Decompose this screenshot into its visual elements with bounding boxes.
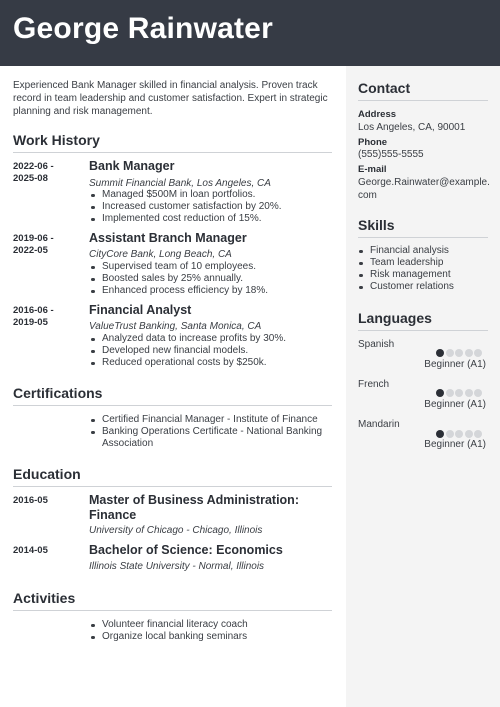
section-title-skills: Skills (358, 217, 395, 233)
section-divider (358, 330, 488, 331)
section-title-contact: Contact (358, 80, 411, 96)
rating-dot-filled (436, 389, 444, 397)
rating-dot-empty (446, 349, 454, 357)
rating-dot-filled (436, 349, 444, 357)
list-item: Certified Financial Manager - Institute of Finance (89, 414, 334, 426)
list-item: Developed new financial models. (89, 345, 286, 357)
section-divider (13, 486, 332, 487)
rating-dot-empty (465, 430, 473, 438)
section-title-activities: Activities (13, 590, 76, 606)
list-item: Reduced operational costs by $250k. (89, 357, 286, 369)
list-item: Financial analysis (358, 245, 454, 257)
language-name: Spanish (358, 339, 395, 350)
job-bullets (89, 333, 286, 369)
job-dates (13, 305, 73, 329)
job-dates (13, 233, 73, 257)
list-item: Managed $500M in loan portfolios. (89, 189, 282, 201)
section-title-work-history: Work History (13, 132, 100, 148)
address-label: Address (358, 109, 397, 120)
list-item: Risk management (358, 269, 454, 281)
degree-title: Bachelor of Science: Economics (89, 543, 283, 557)
degree-title (89, 493, 299, 523)
job-date-start: 2022-06 - (13, 161, 54, 172)
address-value: Los Angeles, CA, 90001 (358, 122, 466, 133)
email-value: George.Rainwater@example.com (358, 177, 490, 201)
phone-label: Phone (358, 137, 388, 148)
language-rating (436, 349, 482, 357)
resume-header (0, 0, 500, 66)
job-company: CityCore Bank, Long Beach, CA (89, 249, 232, 260)
school-name: University of Chicago - Chicago, Illinois (89, 525, 263, 536)
job-company: Summit Financial Bank, Los Angeles, CA (89, 178, 271, 189)
email-label: E-mail (358, 164, 387, 175)
degree-line: Master of Business Administration: (89, 493, 299, 507)
rating-dot-empty (465, 389, 473, 397)
candidate-name: George Rainwater (13, 12, 273, 45)
school-name: Illinois State University - Normal, Illinois (89, 561, 265, 572)
job-date-end: 2025-08 (13, 173, 48, 184)
section-divider (13, 405, 332, 406)
language-level: Beginner (A1) (424, 359, 486, 370)
section-title-languages: Languages (358, 310, 432, 326)
language-level: Beginner (A1) (424, 439, 486, 450)
job-title: Financial Analyst (89, 303, 192, 317)
section-title-education: Education (13, 466, 81, 482)
list-item: Analyzed data to increase profits by 30%. (89, 333, 286, 345)
job-dates (13, 161, 73, 185)
job-date-start: 2019-06 - (13, 233, 54, 244)
list-item: Customer relations (358, 281, 454, 293)
rating-dot-empty (474, 349, 482, 357)
job-date-start: 2016-06 - (13, 305, 54, 316)
list-item: Supervised team of 10 employees. (89, 261, 268, 273)
language-name: French (358, 379, 390, 390)
list-item: Organize local banking seminars (89, 631, 248, 643)
skills-list (358, 245, 454, 293)
list-item: Implemented cost reduction of 15%. (89, 213, 282, 225)
rating-dot-empty (455, 430, 463, 438)
job-company: ValueTrust Banking, Santa Monica, CA (89, 321, 262, 332)
job-date-end: 2019-05 (13, 317, 48, 328)
rating-dot-empty (474, 430, 482, 438)
degree-line: Finance (89, 508, 137, 522)
list-item: Enhanced process efficiency by 18%. (89, 285, 268, 297)
education-date: 2014-05 (13, 545, 48, 556)
rating-dot-empty (446, 430, 454, 438)
rating-dot-empty (465, 349, 473, 357)
rating-dot-filled (436, 430, 444, 438)
list-item: Volunteer financial literacy coach (89, 619, 248, 631)
job-date-end: 2022-05 (13, 245, 48, 256)
certifications-list (89, 414, 334, 450)
professional-summary: Experienced Bank Manager skilled in financial analysis. Proven track record in team leadership and customer satisfaction. Expert in strategic planning and risk management. (13, 80, 328, 117)
language-rating (436, 430, 482, 438)
job-bullets (89, 189, 282, 225)
job-title: Assistant Branch Manager (89, 231, 247, 245)
section-divider (13, 152, 332, 153)
rating-dot-empty (446, 389, 454, 397)
job-bullets (89, 261, 268, 297)
rating-dot-empty (455, 349, 463, 357)
section-divider (13, 610, 332, 611)
list-item: Boosted sales by 25% annually. (89, 273, 268, 285)
list-item: Banking Operations Certificate - National Banking Association (89, 426, 334, 450)
rating-dot-empty (455, 389, 463, 397)
language-level: Beginner (A1) (424, 399, 486, 410)
language-rating (436, 389, 482, 397)
list-item: Team leadership (358, 257, 454, 269)
language-name: Mandarin (358, 419, 400, 430)
section-divider (358, 100, 488, 101)
education-date: 2016-05 (13, 495, 48, 506)
section-title-certifications: Certifications (13, 385, 103, 401)
list-item: Increased customer satisfaction by 20%. (89, 201, 282, 213)
activities-list (89, 619, 248, 643)
job-title: Bank Manager (89, 159, 175, 173)
phone-value: (555)555-5555 (358, 149, 424, 160)
section-divider (358, 237, 488, 238)
rating-dot-empty (474, 389, 482, 397)
